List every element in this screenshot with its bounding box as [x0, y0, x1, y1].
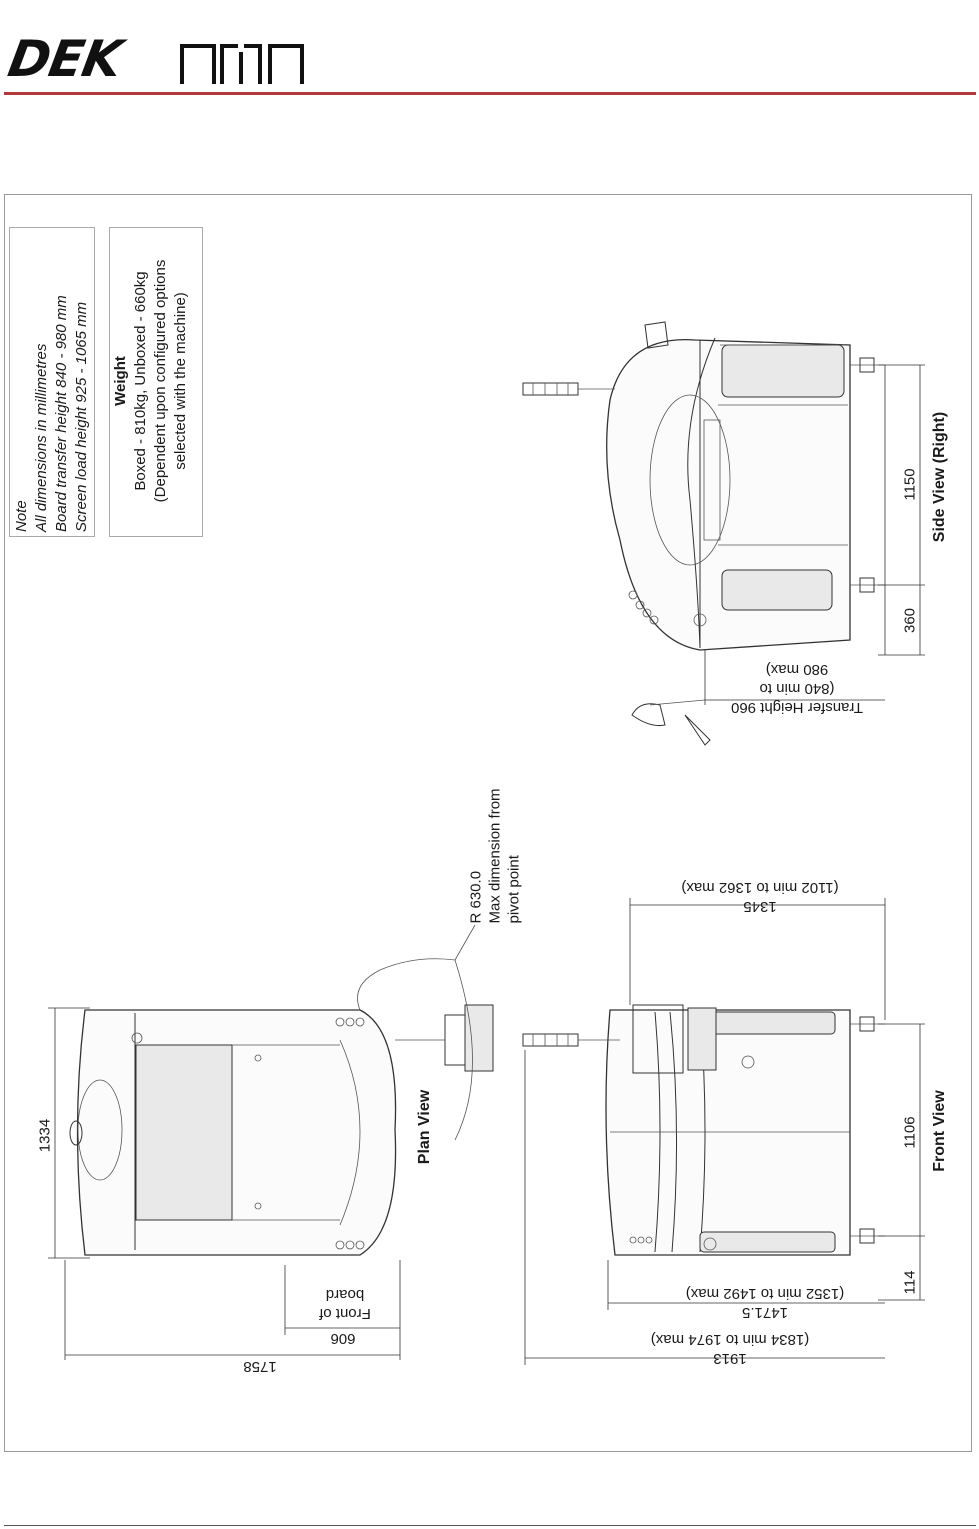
- radius-line-2: Max dimension from: [486, 788, 504, 924]
- plan-dim-606: 606: [330, 1330, 356, 1347]
- front-dim-1913-range: (1834 min to 1974 max): [650, 1331, 810, 1348]
- side-view-title: Side View (Right): [931, 411, 948, 543]
- front-dim-1913: [620, 1330, 840, 1368]
- note-line-dimensions: All dimensions in millimetres: [33, 343, 50, 532]
- front-dim-1913-value: 1913: [713, 1350, 747, 1367]
- transfer-height-line-3: 980 max): [765, 661, 829, 678]
- transfer-height-line-2: (840 min to: [759, 680, 835, 697]
- radius-line-3: pivot point: [505, 855, 523, 924]
- weight-box: [109, 227, 203, 537]
- front-dim-1471: [660, 1284, 870, 1322]
- footer-divider: [4, 1525, 976, 1526]
- front-dim-114: 114: [901, 1270, 919, 1295]
- note-line-screen-height: Screen load height 925 - 1065 mm: [73, 301, 90, 532]
- front-dim-1106: 1106: [901, 1116, 919, 1149]
- radius-label: [467, 744, 524, 924]
- weight-line-dependency: (Dependent upon configured options: [152, 259, 169, 503]
- note-box: [9, 227, 95, 537]
- weight-line-machine: selected with the machine): [172, 292, 189, 470]
- note-line-transfer-height: Board transfer height 840 - 980 mm: [53, 295, 70, 532]
- front-of-board-label: [300, 1285, 390, 1323]
- brand-logo: DEK: [4, 30, 126, 88]
- plan-dim-1758: 1758: [243, 1358, 277, 1375]
- note-title: Note: [13, 500, 30, 532]
- front-dim-1345-value: 1345: [743, 898, 777, 915]
- weight-title: Weight: [112, 356, 129, 406]
- plan-view-title: Plan View: [416, 1089, 433, 1165]
- plan-dim-1334: 1334: [36, 1118, 54, 1153]
- front-of-board-line-2: board: [325, 1286, 365, 1303]
- front-of-board-line-1: Front of: [319, 1305, 371, 1322]
- radius-line-1: R 630.0: [467, 870, 485, 924]
- front-dim-1471-value: 1471.5: [742, 1304, 788, 1321]
- transfer-height-line-1: Transfer Height 960: [731, 699, 864, 716]
- front-dim-1345-range: (1102 min to 1362 max): [681, 879, 839, 896]
- front-view-title: Front View: [931, 1090, 948, 1172]
- side-dim-360: 360: [901, 607, 919, 634]
- weight-line-mass: Boxed - 810kg, Unboxed - 660kg: [132, 271, 149, 491]
- front-dim-1345: [655, 878, 865, 916]
- side-dim-1150: 1150: [901, 468, 919, 501]
- transfer-height-label: [712, 660, 882, 717]
- front-dim-1471-range: (1352 min to 1492 max): [685, 1285, 845, 1302]
